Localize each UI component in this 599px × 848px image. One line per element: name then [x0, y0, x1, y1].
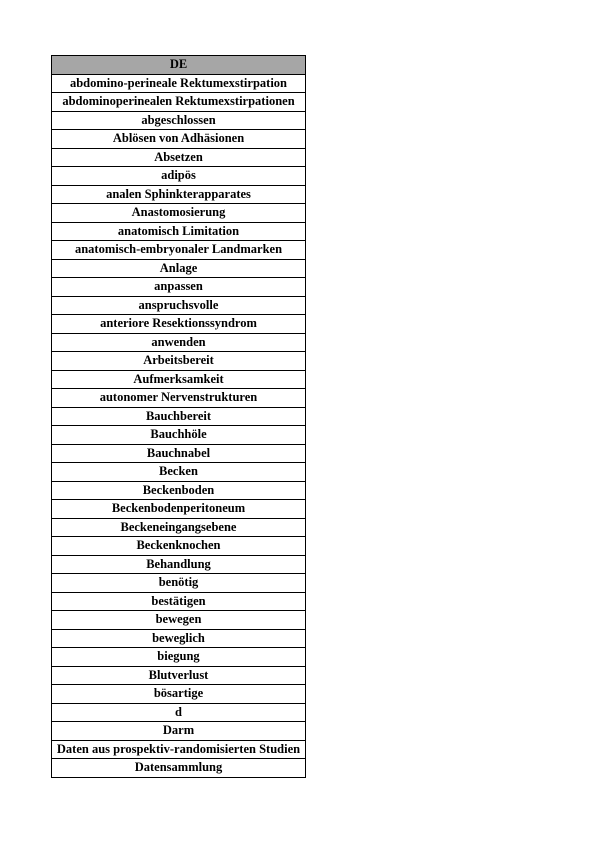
cell-text: abdominoperinealen Rektumexstirpationen: [62, 94, 295, 109]
table-row: [52, 130, 306, 149]
table-cell[interactable]: [52, 389, 306, 408]
cell-text: anspruchsvolle: [138, 297, 219, 312]
table-cell[interactable]: [52, 426, 306, 445]
table-row: [52, 259, 306, 278]
table-row: [52, 444, 306, 463]
table-row: [52, 500, 306, 519]
cell-text: Anlage: [159, 260, 198, 275]
table-row: [52, 407, 306, 426]
table-row: [52, 315, 306, 334]
cell-text: bösartige: [153, 686, 204, 701]
table-cell[interactable]: [52, 130, 306, 149]
vocabulary-table: [51, 55, 306, 778]
cell-text: benötig: [158, 575, 199, 590]
cell-text: Absetzen: [154, 149, 203, 164]
table-cell[interactable]: [52, 481, 306, 500]
table-cell[interactable]: [52, 611, 306, 630]
table-row: [52, 685, 306, 704]
table-cell[interactable]: [52, 740, 306, 759]
table-row: [52, 111, 306, 130]
header-row: [52, 56, 306, 75]
table-cell[interactable]: [52, 259, 306, 278]
cell-text: Anastomosierung: [131, 205, 226, 220]
table-row: [52, 629, 306, 648]
table-cell[interactable]: [52, 93, 306, 112]
spreadsheet-area: [51, 55, 306, 778]
cell-text: Blutverlust: [148, 667, 209, 682]
table-cell[interactable]: [52, 592, 306, 611]
table-cell[interactable]: [52, 204, 306, 223]
cell-text: abgeschlossen: [141, 112, 216, 127]
table-row: [52, 333, 306, 352]
cell-text: bestätigen: [151, 593, 206, 608]
cell-text: Beckenbodenperitoneum: [111, 501, 246, 516]
table-cell[interactable]: [52, 537, 306, 556]
table-cell[interactable]: [52, 500, 306, 519]
cell-text: Darm: [162, 723, 195, 738]
table-cell[interactable]: [52, 629, 306, 648]
cell-text: Daten aus prospektiv-randomisierten Studien: [56, 741, 301, 756]
table-cell[interactable]: [52, 407, 306, 426]
cell-text: autonomer Nervenstrukturen: [99, 390, 258, 405]
table-row: [52, 592, 306, 611]
cell-text: anatomisch-embryonaler Landmarken: [74, 242, 283, 257]
cell-text: biegung: [157, 649, 200, 664]
table-row: [52, 555, 306, 574]
table-cell[interactable]: [52, 648, 306, 667]
table-row: [52, 74, 306, 93]
table-row: [52, 241, 306, 260]
cell-text: beweglich: [152, 630, 205, 645]
cell-text: Bauchhöle: [150, 427, 207, 442]
table-row: [52, 463, 306, 482]
cell-text: Beckenboden: [142, 482, 215, 497]
cell-text: Behandlung: [146, 556, 211, 571]
column-header-de[interactable]: DE: [52, 56, 306, 75]
table-cell[interactable]: [52, 222, 306, 241]
table-row: [52, 185, 306, 204]
cell-text: d: [175, 704, 182, 719]
table-row: [52, 204, 306, 223]
cell-text: Ablösen von Adhäsionen: [112, 131, 245, 146]
table-row: [52, 481, 306, 500]
table-row: [52, 352, 306, 371]
table-cell[interactable]: [52, 463, 306, 482]
cell-text: anpassen: [154, 279, 203, 294]
table-cell[interactable]: [52, 518, 306, 537]
cell-text: anwenden: [151, 334, 206, 349]
table-body: [52, 74, 306, 777]
table-row: [52, 666, 306, 685]
table-cell[interactable]: [52, 111, 306, 130]
table-row: [52, 93, 306, 112]
table-cell[interactable]: [52, 685, 306, 704]
table-row: [52, 537, 306, 556]
table-row: [52, 611, 306, 630]
table-row: [52, 722, 306, 741]
table-row: [52, 278, 306, 297]
table-row: [52, 167, 306, 186]
table-cell[interactable]: [52, 352, 306, 371]
cell-text: Aufmerksamkeit: [133, 371, 224, 386]
table-row: [52, 518, 306, 537]
table-cell[interactable]: [52, 703, 306, 722]
cell-text: anteriore Resektionssyndrom: [100, 316, 257, 331]
cell-text: abdomino-perineale Rektumexstirpation: [69, 75, 287, 90]
cell-text: Beckeneingangsebene: [120, 519, 237, 534]
cell-text: Bauchbereit: [145, 408, 212, 423]
table-cell[interactable]: [52, 333, 306, 352]
cell-text: Bauchnabel: [146, 445, 211, 460]
table-row: [52, 296, 306, 315]
table-cell[interactable]: [52, 185, 306, 204]
table-row: [52, 389, 306, 408]
table-cell[interactable]: [52, 241, 306, 260]
table-row: [52, 740, 306, 759]
table-cell[interactable]: [52, 759, 306, 778]
table-cell[interactable]: [52, 444, 306, 463]
cell-text: Beckenknochen: [136, 538, 221, 553]
table-cell[interactable]: [52, 722, 306, 741]
cell-text: analen Sphinkterapparates: [106, 186, 251, 201]
table-cell[interactable]: [52, 148, 306, 167]
table-cell[interactable]: [52, 574, 306, 593]
cell-text: anatomisch Limitation: [117, 223, 240, 238]
table-cell[interactable]: [52, 296, 306, 315]
table-row: [52, 426, 306, 445]
table-cell[interactable]: [52, 74, 306, 93]
table-cell[interactable]: [52, 555, 306, 574]
cell-text: Becken: [159, 464, 198, 479]
table-row: [52, 148, 306, 167]
cell-text: Arbeitsbereit: [143, 353, 214, 368]
table-row: [52, 370, 306, 389]
table-row: [52, 574, 306, 593]
table-row: [52, 648, 306, 667]
table-row: [52, 703, 306, 722]
table-cell[interactable]: [52, 315, 306, 334]
table-cell[interactable]: [52, 370, 306, 389]
table-row: [52, 759, 306, 778]
table-cell[interactable]: [52, 666, 306, 685]
table-row: [52, 222, 306, 241]
table-cell[interactable]: [52, 278, 306, 297]
cell-text: bewegen: [155, 612, 202, 627]
cell-text: adipös: [161, 168, 196, 183]
table-cell[interactable]: [52, 167, 306, 186]
cell-text: Datensammlung: [134, 760, 223, 775]
